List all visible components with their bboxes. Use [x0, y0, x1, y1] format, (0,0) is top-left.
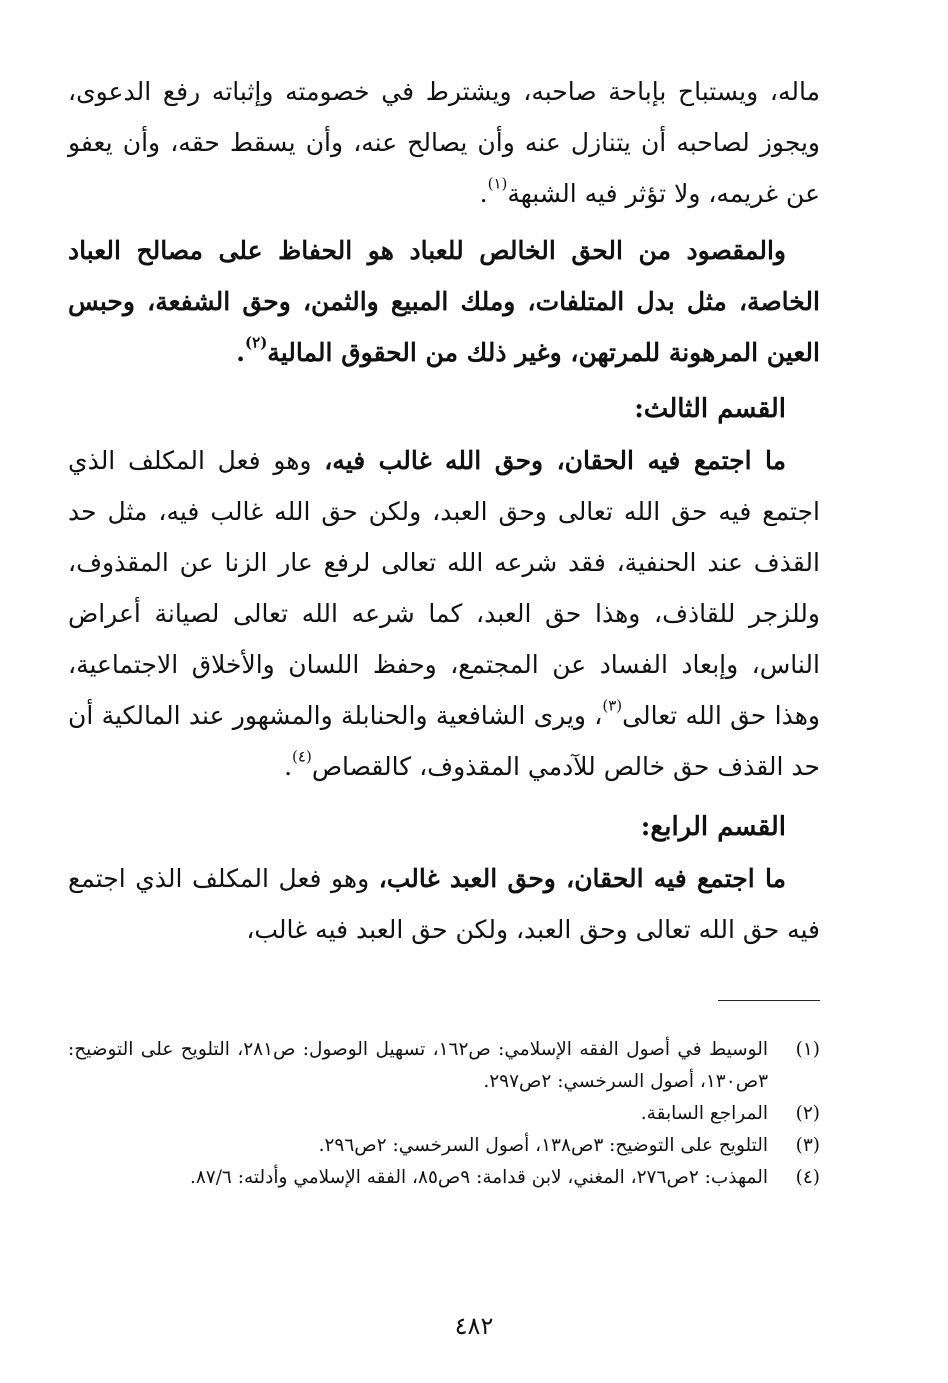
footnote-ref-2[interactable]: (٢) — [245, 333, 268, 352]
footnote-number: (٤) — [795, 1167, 820, 1188]
section-heading-3: القسم الثالث: — [634, 394, 786, 424]
paragraph-4: ما اجتمع فيه الحقان، وحق العبد غالب، وهو فعل المكلف الذي اجتمع فيه حق الله تعالى وحق العبد، ولكن حق العبد فيه غالب، — [68, 864, 820, 944]
footnotes — [68, 1034, 820, 1194]
footnote-item — [68, 1130, 820, 1162]
footnote-ref-4[interactable]: (٤) — [292, 747, 312, 766]
paragraph-1: ماله، ويستباح بإباحة صاحبه، ويشترط في خصومته وإثباته رفع الدعوى، ويجوز لصاحبه أن يتنازل عنه وأن يصالح عنه، وأن يسقط حقه، وأن يعفو عن غريمه، ولا تؤثر فيه الشبهة$^{(١)}$. — [68, 77, 820, 208]
footnote-number: (١) — [795, 1039, 820, 1060]
main-text — [68, 66, 820, 955]
footnote-text: المراجع السابقة. — [640, 1103, 768, 1124]
page-number: ٤٨٢ — [454, 1312, 494, 1340]
footnote-item — [68, 1034, 820, 1098]
footnote-ref-1[interactable]: (١) — [487, 174, 508, 193]
footnote-text: الوسيط في أصول الفقه الإسلامي: ص١٦٢، تسهيل الوصول: ص٢٨١، التلويح على التوضيح: ٣ص١٣٠، أصول السرخسي: ٢ص٢٩٧. — [68, 1039, 768, 1092]
footnote-ref-3[interactable]: (٣) — [602, 696, 623, 715]
paragraph-3: ما اجتمع فيه الحقان، وحق الله غالب فيه، وهو فعل المكلف الذي اجتمع فيه حق الله تعالى وحق العبد، ولكن حق الله غالب فيه، مثل حد القذف عند الحنفية، فقد شرعه الله تعالى لرفع عار الزنا عن المقذوف، وللزجر للقاذف، وهذا حق العبد، كما شرعه الله تعالى لصيانة أعراض الناس، وإبعاد الفساد عن المجتمع، وحفظ اللسان والأخلاق الاجتماعية، وهذا حق الله تعالى$^{(٣)}$، ويرى الشافعية والحنابلة والمشهور عند المالكية أن حد القذف حق خالص للآدمي المقذوف، كالقصاص$^{(٤)}$. — [68, 446, 820, 781]
section-heading-4: القسم الرابع: — [640, 812, 786, 842]
footnote-separator — [718, 1000, 820, 1001]
footnote-number: (٢) — [795, 1103, 820, 1124]
footnote-number: (٣) — [795, 1135, 820, 1156]
footnote-item — [68, 1098, 820, 1130]
paragraph-2: والمقصود من الحق الخالص للعباد هو الحفاظ على مصالح العباد الخاصة، مثل بدل المتلفات، وملك المبيع والثمن، وحق الشفعة، وحبس العين المرهونة للمرتهن، وغير ذلك من الحقوق المالية$^{(٢)}$. — [68, 236, 820, 367]
footnote-item — [68, 1162, 820, 1194]
footnote-text: التلويح على التوضيح: ٣ص١٣٨، أصول السرخسي: ٢ص٢٩٦. — [318, 1135, 768, 1156]
footnote-text: المهذب: ٢ص٢٧٦، المغني، لابن قدامة: ٩ص٨٥، الفقه الإسلامي وأدلته: ٨٧/٦. — [189, 1167, 768, 1188]
